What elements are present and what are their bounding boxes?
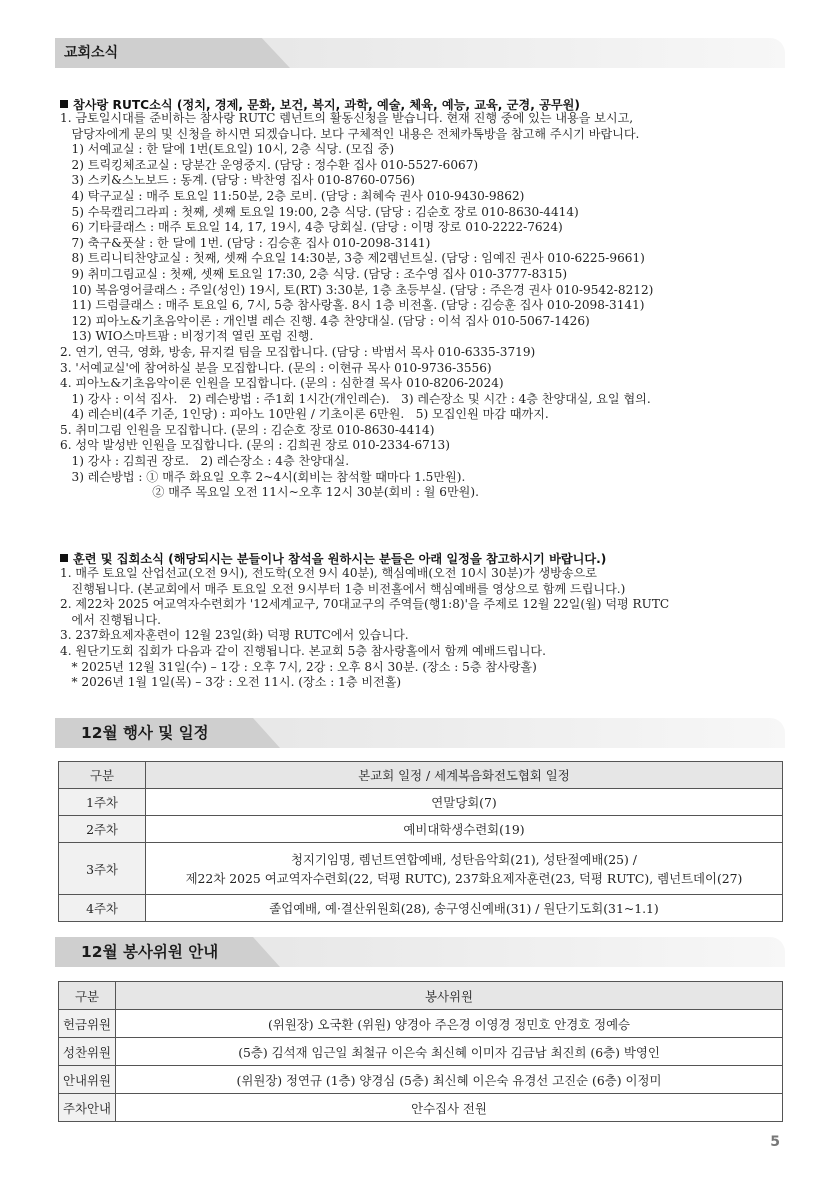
subsection-title-text: 참사랑 RUTC소식 (정치, 경제, 문화, 보건, 복지, 과학, 예술, 체육, 예능, 교육, 군경, 공무원) bbox=[73, 98, 580, 112]
text-line: 3) 레슨방법 : ① 매주 화요일 오후 2~4시(회비는 참석할 때마다 1.5만원). bbox=[60, 469, 466, 484]
text-line: 6. 성악 발성반 인원을 모집합니다. (문의 : 김희권 장로 010-2334-6713) bbox=[60, 438, 450, 453]
text-line: 2) 트릭킹체조교실 : 당분간 운영중지. (담당 : 정수환 집사 010-5527-6067) bbox=[60, 157, 479, 172]
text-line: 1) 강사 : 이석 집사. 2) 레슨방법 : 주1회 1시간(개인레슨). 3) 레슨장소 및 시간 : 4층 찬양대실, 요일 협의. bbox=[60, 391, 651, 406]
table-header-row bbox=[59, 762, 783, 789]
text-line: 2. 제22차 2025 여교역자수련회가 '12세계교구, 70대교구의 주역들(행1:8)'을 주제로 12월 22일(월) 덕평 RUTC bbox=[60, 597, 670, 612]
text-line: 1) 강사 : 김희권 장로. 2) 레슨장소 : 4층 찬양대실. bbox=[60, 454, 350, 469]
week-cell: 2주차 bbox=[59, 816, 146, 843]
members-cell: (위원장) 오국환 (위원) 양경아 주은경 이영경 정민호 안경호 정예승 bbox=[116, 1010, 783, 1038]
text-line: * 2026년 1월 1일(목) – 3강 : 오전 11시. (장소 : 1층 비전홀) bbox=[60, 675, 402, 690]
text-line: 진행됩니다. (본교회에서 매주 토요일 오전 9시부터 1층 비전홀에서 핵심예배를 영상으로 함께 드립니다.) bbox=[60, 581, 626, 596]
table-row bbox=[59, 816, 783, 843]
text-line: 1. 매주 토요일 산업선교(오전 9시), 전도학(오전 9시 40분), 핵심예배(오전 10시 30분)가 생방송으로 bbox=[60, 566, 597, 580]
section-title: 12월 행사 및 일정 bbox=[81, 724, 209, 742]
week-cell: 4주차 bbox=[59, 895, 146, 922]
table-row bbox=[59, 1038, 783, 1066]
role-cell: 안내위원 bbox=[59, 1066, 116, 1094]
text-line: 8) 트리니티찬양교실 : 첫째, 셋째 수요일 14:30분, 3층 제2렘넌트실. (담당 : 임예진 권사 010-6225-9661) bbox=[60, 251, 645, 266]
role-cell: 헌금위원 bbox=[59, 1010, 116, 1038]
text-line: 5. 취미그림 인원을 모집합니다. (문의 : 김순호 장로 010-8630-4414) bbox=[60, 422, 435, 437]
schedule-cell bbox=[146, 895, 783, 922]
text-line: 4) 탁구교실 : 매주 토요일 11:50분, 2층 로비. (담당 : 최혜숙 권사 010-9430-9862) bbox=[60, 188, 525, 203]
text-line: ② 매주 목요일 오전 11시~오후 12시 30분(회비 : 월 6만원). bbox=[60, 485, 479, 500]
text-line: 2. 연기, 연극, 영화, 방송, 뮤지컬 팀을 모집합니다. (담당 : 박범서 목사 010-6335-3719) bbox=[60, 344, 536, 359]
square-bullet-icon bbox=[60, 100, 68, 108]
text-line: 4. 피아노&기초음악이론 인원을 모집합니다. (문의 : 심한결 목사 010-8206-2024) bbox=[60, 376, 504, 391]
schedule-line: 예비대학생수련회(19) bbox=[403, 821, 525, 837]
schedule-cell bbox=[146, 816, 783, 843]
text-line: 4. 원단기도회 집회가 다음과 같이 진행됩니다. 본교회 5층 참사랑홀에서 함께 예배드립니다. bbox=[60, 643, 546, 658]
week-cell: 1주차 bbox=[59, 789, 146, 816]
role-cell: 성찬위원 bbox=[59, 1038, 116, 1066]
text-line: 4) 레슨비(4주 기준, 1인당) : 피아노 10만원 / 기초이론 6만원. 5) 모집인원 마감 때까지. bbox=[60, 407, 549, 422]
text-line: 1. 금토일시대를 준비하는 참사랑 RUTC 렘넌트의 활동신청을 받습니다. 현재 진행 중에 있는 내용을 보시고, bbox=[60, 111, 634, 125]
rutc-news-list bbox=[60, 111, 792, 501]
table-row bbox=[59, 1094, 783, 1122]
column-header: 구분 bbox=[59, 762, 146, 789]
text-line: 5) 수묵캘리그라피 : 첫째, 셋째 토요일 19:00, 2층 식당. (담당 : 김순호 장로 010-8630-4414) bbox=[60, 204, 579, 219]
role-cell: 주차안내 bbox=[59, 1094, 116, 1122]
section-header-service bbox=[55, 937, 785, 967]
text-line: 9) 취미그림교실 : 첫째, 셋째 토요일 17:30, 2층 식당. (담당 : 조수영 집사 010-3777-8315) bbox=[60, 266, 568, 281]
service-table bbox=[58, 981, 783, 1122]
text-line: 담당자에게 문의 및 신청을 하시면 되겠습니다. 보다 구체적인 내용은 전체카톡방을 참고해 주시기 바랍니다. bbox=[60, 126, 640, 141]
column-header: 구분 bbox=[59, 982, 116, 1010]
text-line: 3. '서예교실'에 참여하실 분을 모집합니다. (문의 : 이현규 목사 010-9736-3556) bbox=[60, 360, 492, 375]
subsection-title-training bbox=[60, 550, 606, 567]
text-line: 7) 축구&풋살 : 한 달에 1번. (담당 : 김승훈 집사 010-2098-3141) bbox=[60, 235, 431, 250]
subsection-title-text: 훈련 및 집회소식 (해당되시는 분들이나 참석을 원하시는 분들은 아래 일정을 참고하시기 바랍니다.) bbox=[73, 552, 607, 566]
page-number: 5 bbox=[770, 1134, 780, 1150]
square-bullet-icon bbox=[60, 554, 68, 562]
section-header-news bbox=[55, 38, 785, 68]
members-cell: (위원장) 정연규 (1층) 양경심 (5층) 최신혜 이은숙 유경선 고진순 (6층) 이정미 bbox=[116, 1066, 783, 1094]
text-line: * 2025년 12월 31일(수) – 1강 : 오후 7시, 2강 : 오후 8시 30분. (장소 : 5층 참사랑홀) bbox=[60, 659, 537, 674]
members-cell: 안수집사 전원 bbox=[116, 1094, 783, 1122]
table-header-row bbox=[59, 982, 783, 1010]
text-line: 6) 기타클래스 : 매주 토요일 14, 17, 19시, 4층 당회실. (담당 : 이명 장로 010-2222-7624) bbox=[60, 220, 563, 235]
schedule-cell bbox=[146, 843, 783, 895]
text-line: 3) 스키&스노보드 : 동계. (담당 : 박찬영 집사 010-8760-0756) bbox=[60, 173, 415, 188]
schedule-line: 청지기임명, 렘넌트연합예배, 성탄음악회(21), 성탄절예배(25) / bbox=[291, 851, 637, 867]
column-header: 본교회 일정 / 세계복음화전도협회 일정 bbox=[146, 762, 783, 789]
column-header: 봉사위원 bbox=[116, 982, 783, 1010]
events-table bbox=[58, 761, 783, 922]
text-line: 3. 237화요제자훈련이 12월 23일(화) 덕평 RUTC에서 있습니다. bbox=[60, 628, 409, 643]
section-title: 12월 봉사위원 안내 bbox=[81, 943, 219, 961]
text-line: 10) 복음영어클래스 : 주일(성인) 19시, 토(RT) 3:30분, 1층 초등부실. (담당 : 주은경 권사 010-9542-8212) bbox=[60, 282, 654, 297]
section-title: 교회소식 bbox=[64, 45, 119, 61]
table-row bbox=[59, 1010, 783, 1038]
week-cell: 3주차 bbox=[59, 843, 146, 895]
table-row bbox=[59, 1066, 783, 1094]
schedule-cell bbox=[146, 789, 783, 816]
text-line: 1) 서예교실 : 한 달에 1번(토요일) 10시, 2층 식당. (모집 중) bbox=[60, 142, 395, 157]
text-line: 12) 피아노&기초음악이론 : 개인별 레슨 진행. 4층 찬양대실. (담당 : 이석 집사 010-5067-1426) bbox=[60, 313, 590, 328]
section-header-events bbox=[55, 718, 785, 748]
schedule-line: 제22차 2025 여교역자수련회(22, 덕평 RUTC), 237화요제자훈련(23, 덕평 RUTC), 렘넌트데이(27) bbox=[185, 870, 743, 886]
schedule-line: 졸업예배, 예·결산위원회(28), 송구영신예배(31) / 원단기도회(31~1.1) bbox=[269, 900, 659, 916]
text-line: 에서 진행됩니다. bbox=[60, 612, 161, 627]
members-cell: (5층) 김석재 임근일 최철규 이은숙 최신혜 이미자 김금남 최진희 (6층) 박영인 bbox=[116, 1038, 783, 1066]
table-row bbox=[59, 843, 783, 895]
schedule-line: 연말당회(7) bbox=[431, 794, 497, 810]
text-line: 11) 드럼클래스 : 매주 토요일 6, 7시, 5층 참사랑홀. 8시 1층 비전홀. (담당 : 김승훈 집사 010-2098-3141) bbox=[60, 298, 645, 313]
text-line: 13) WIO스마트팜 : 비정기적 열린 포럼 진행. bbox=[60, 329, 314, 344]
table-row bbox=[59, 789, 783, 816]
table-row bbox=[59, 895, 783, 922]
training-news-list bbox=[60, 566, 792, 691]
